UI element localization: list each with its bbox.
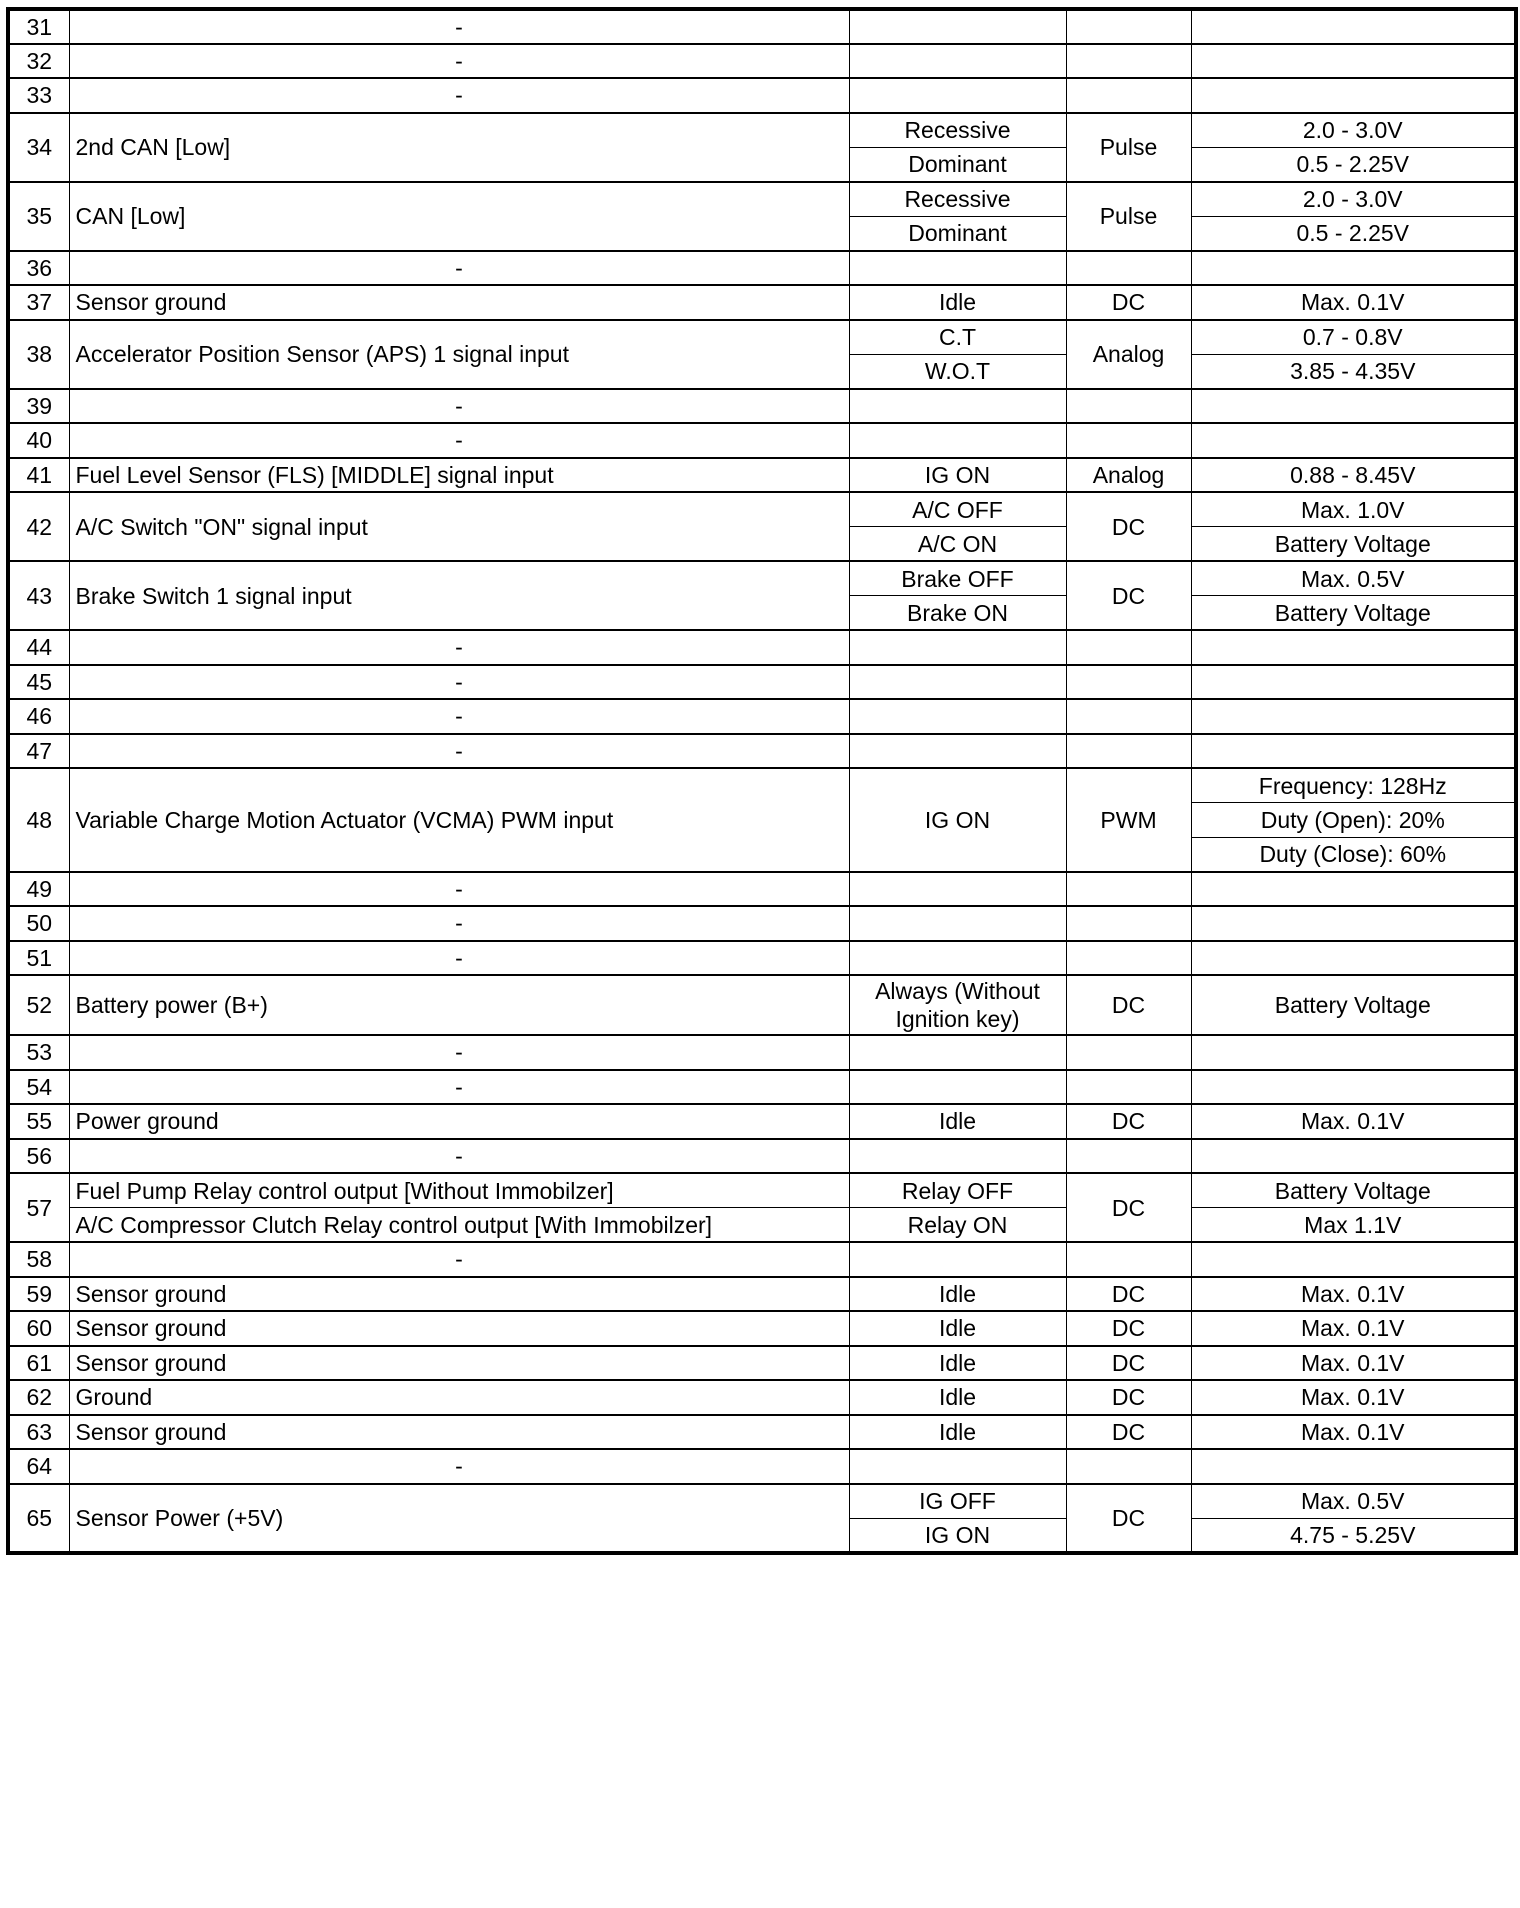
condition-cell: Dominant bbox=[849, 216, 1066, 251]
pin-number: 36 bbox=[8, 251, 69, 286]
table-row bbox=[8, 113, 1516, 148]
pin-number: 45 bbox=[8, 665, 69, 700]
signal-type bbox=[1066, 1449, 1191, 1484]
table-row bbox=[8, 1173, 1516, 1208]
pin-number: 34 bbox=[8, 113, 69, 182]
pin-number: 58 bbox=[8, 1242, 69, 1277]
level-cell: Max. 0.1V bbox=[1191, 1415, 1516, 1450]
pin-number: 63 bbox=[8, 1415, 69, 1450]
pin-description: Power ground bbox=[69, 1104, 849, 1139]
pin-number: 39 bbox=[8, 389, 69, 424]
table-row bbox=[8, 768, 1516, 803]
signal-type: DC bbox=[1066, 1484, 1191, 1553]
condition-cell: Brake OFF bbox=[849, 561, 1066, 596]
condition-cell bbox=[849, 1035, 1066, 1070]
signal-type: Pulse bbox=[1066, 113, 1191, 182]
signal-type bbox=[1066, 941, 1191, 976]
pin-description: - bbox=[69, 734, 849, 769]
table-row bbox=[8, 251, 1516, 286]
pin-description: Sensor Power (+5V) bbox=[69, 1484, 849, 1553]
signal-type: DC bbox=[1066, 285, 1191, 320]
pin-number: 35 bbox=[8, 182, 69, 251]
condition-cell: Recessive bbox=[849, 182, 1066, 217]
level-cell: Battery Voltage bbox=[1191, 527, 1516, 562]
table-row bbox=[8, 1449, 1516, 1484]
pin-description: Sensor ground bbox=[69, 1415, 849, 1450]
condition-cell: C.T bbox=[849, 320, 1066, 355]
pin-number: 47 bbox=[8, 734, 69, 769]
pin-number: 37 bbox=[8, 285, 69, 320]
pin-number: 57 bbox=[8, 1173, 69, 1242]
signal-type bbox=[1066, 423, 1191, 458]
signal-type bbox=[1066, 630, 1191, 665]
condition-cell bbox=[849, 1070, 1066, 1105]
pin-description: - bbox=[69, 699, 849, 734]
condition-cell bbox=[849, 423, 1066, 458]
signal-type bbox=[1066, 906, 1191, 941]
level-cell: 0.88 - 8.45V bbox=[1191, 458, 1516, 493]
level-cell: Max 1.1V bbox=[1191, 1208, 1516, 1243]
signal-type: DC bbox=[1066, 561, 1191, 630]
signal-type bbox=[1066, 251, 1191, 286]
signal-type bbox=[1066, 872, 1191, 907]
level-cell: Battery Voltage bbox=[1191, 975, 1516, 1035]
level-cell bbox=[1191, 941, 1516, 976]
level-cell bbox=[1191, 251, 1516, 286]
table-row bbox=[8, 975, 1516, 1035]
pin-description: - bbox=[69, 906, 849, 941]
pin-description: Fuel Level Sensor (FLS) [MIDDLE] signal input bbox=[69, 458, 849, 493]
level-cell: Max. 0.5V bbox=[1191, 1484, 1516, 1519]
pin-description: - bbox=[69, 9, 849, 44]
pin-number: 49 bbox=[8, 872, 69, 907]
condition-cell bbox=[849, 941, 1066, 976]
level-cell: Max. 0.1V bbox=[1191, 1380, 1516, 1415]
pin-description: Variable Charge Motion Actuator (VCMA) PWM input bbox=[69, 768, 849, 872]
pin-description: - bbox=[69, 423, 849, 458]
table-row bbox=[8, 389, 1516, 424]
table-row bbox=[8, 458, 1516, 493]
table-row bbox=[8, 9, 1516, 44]
table-row bbox=[8, 492, 1516, 527]
pin-number: 54 bbox=[8, 1070, 69, 1105]
level-cell bbox=[1191, 78, 1516, 113]
pin-description: Accelerator Position Sensor (APS) 1 signal input bbox=[69, 320, 849, 389]
table-row bbox=[8, 941, 1516, 976]
pin-description: - bbox=[69, 630, 849, 665]
condition-cell: Idle bbox=[849, 1311, 1066, 1346]
condition-cell bbox=[849, 389, 1066, 424]
pin-number: 41 bbox=[8, 458, 69, 493]
pin-number: 65 bbox=[8, 1484, 69, 1553]
level-cell bbox=[1191, 44, 1516, 79]
signal-type: DC bbox=[1066, 975, 1191, 1035]
condition-cell bbox=[849, 9, 1066, 44]
signal-type bbox=[1066, 9, 1191, 44]
level-cell: Max. 0.1V bbox=[1191, 1277, 1516, 1312]
pin-number: 33 bbox=[8, 78, 69, 113]
condition-cell bbox=[849, 1139, 1066, 1174]
pin-description: Sensor ground bbox=[69, 1346, 849, 1381]
signal-type: DC bbox=[1066, 1311, 1191, 1346]
table-row bbox=[8, 1242, 1516, 1277]
table-row bbox=[8, 1104, 1516, 1139]
table-row bbox=[8, 734, 1516, 769]
pin-description: Sensor ground bbox=[69, 285, 849, 320]
signal-type: DC bbox=[1066, 1173, 1191, 1242]
pin-number: 55 bbox=[8, 1104, 69, 1139]
condition-cell: IG ON bbox=[849, 458, 1066, 493]
condition-cell: Idle bbox=[849, 1277, 1066, 1312]
pin-description: - bbox=[69, 1035, 849, 1070]
condition-cell: Relay OFF bbox=[849, 1173, 1066, 1208]
condition-cell: A/C OFF bbox=[849, 492, 1066, 527]
pin-number: 42 bbox=[8, 492, 69, 561]
condition-cell bbox=[849, 872, 1066, 907]
level-cell bbox=[1191, 9, 1516, 44]
pin-description: Sensor ground bbox=[69, 1311, 849, 1346]
pin-number: 51 bbox=[8, 941, 69, 976]
pin-number: 31 bbox=[8, 9, 69, 44]
condition-cell: W.O.T bbox=[849, 354, 1066, 389]
level-cell: Max. 0.1V bbox=[1191, 1311, 1516, 1346]
condition-cell: Idle bbox=[849, 1415, 1066, 1450]
signal-type bbox=[1066, 665, 1191, 700]
pin-description: Brake Switch 1 signal input bbox=[69, 561, 849, 630]
level-cell bbox=[1191, 630, 1516, 665]
table-row bbox=[8, 423, 1516, 458]
level-cell: Duty (Close): 60% bbox=[1191, 837, 1516, 872]
signal-type bbox=[1066, 389, 1191, 424]
table-row bbox=[8, 78, 1516, 113]
pin-number: 40 bbox=[8, 423, 69, 458]
pin-number: 59 bbox=[8, 1277, 69, 1312]
level-cell: 4.75 - 5.25V bbox=[1191, 1518, 1516, 1553]
pin-description: A/C Compressor Clutch Relay control output [With Immobilzer] bbox=[69, 1208, 849, 1243]
condition-cell bbox=[849, 699, 1066, 734]
condition-cell: Dominant bbox=[849, 147, 1066, 182]
condition-cell bbox=[849, 78, 1066, 113]
pin-description: - bbox=[69, 389, 849, 424]
level-cell: Max. 0.1V bbox=[1191, 285, 1516, 320]
table-row bbox=[8, 906, 1516, 941]
signal-type bbox=[1066, 1242, 1191, 1277]
signal-type bbox=[1066, 78, 1191, 113]
signal-type: DC bbox=[1066, 1415, 1191, 1450]
level-cell bbox=[1191, 423, 1516, 458]
signal-type bbox=[1066, 1070, 1191, 1105]
table-row bbox=[8, 1277, 1516, 1312]
condition-cell: Recessive bbox=[849, 113, 1066, 148]
level-cell bbox=[1191, 1449, 1516, 1484]
table-row bbox=[8, 1380, 1516, 1415]
condition-cell: Idle bbox=[849, 1104, 1066, 1139]
signal-type bbox=[1066, 699, 1191, 734]
pin-description: Fuel Pump Relay control output [Without Immobilzer] bbox=[69, 1173, 849, 1208]
pin-number: 43 bbox=[8, 561, 69, 630]
level-cell bbox=[1191, 872, 1516, 907]
pin-description: - bbox=[69, 872, 849, 907]
level-cell bbox=[1191, 734, 1516, 769]
level-cell bbox=[1191, 665, 1516, 700]
pin-description: - bbox=[69, 1139, 849, 1174]
level-cell bbox=[1191, 906, 1516, 941]
table-row bbox=[8, 44, 1516, 79]
pin-number: 56 bbox=[8, 1139, 69, 1174]
table-subrow bbox=[8, 1208, 1516, 1243]
condition-cell: Idle bbox=[849, 1380, 1066, 1415]
condition-cell bbox=[849, 1449, 1066, 1484]
signal-type: DC bbox=[1066, 1380, 1191, 1415]
pin-number: 60 bbox=[8, 1311, 69, 1346]
pin-number: 44 bbox=[8, 630, 69, 665]
level-cell bbox=[1191, 389, 1516, 424]
pin-description: Battery power (B+) bbox=[69, 975, 849, 1035]
condition-cell: A/C ON bbox=[849, 527, 1066, 562]
condition-cell: IG ON bbox=[849, 768, 1066, 872]
signal-type: DC bbox=[1066, 1104, 1191, 1139]
pin-description: - bbox=[69, 1449, 849, 1484]
signal-type: DC bbox=[1066, 1346, 1191, 1381]
level-cell: Max. 0.5V bbox=[1191, 561, 1516, 596]
pin-number: 32 bbox=[8, 44, 69, 79]
table-row bbox=[8, 561, 1516, 596]
signal-type: Pulse bbox=[1066, 182, 1191, 251]
pin-number: 64 bbox=[8, 1449, 69, 1484]
level-cell: Max. 0.1V bbox=[1191, 1104, 1516, 1139]
level-cell bbox=[1191, 1139, 1516, 1174]
signal-type: Analog bbox=[1066, 320, 1191, 389]
pin-number: 38 bbox=[8, 320, 69, 389]
level-cell: Battery Voltage bbox=[1191, 1173, 1516, 1208]
pin-number: 62 bbox=[8, 1380, 69, 1415]
level-cell: Frequency: 128Hz bbox=[1191, 768, 1516, 803]
level-cell: 3.85 - 4.35V bbox=[1191, 354, 1516, 389]
table-row bbox=[8, 665, 1516, 700]
signal-type: PWM bbox=[1066, 768, 1191, 872]
table-row bbox=[8, 1484, 1516, 1519]
condition-cell bbox=[849, 734, 1066, 769]
condition-cell bbox=[849, 906, 1066, 941]
level-cell: 0.5 - 2.25V bbox=[1191, 147, 1516, 182]
condition-cell: IG OFF bbox=[849, 1484, 1066, 1519]
condition-cell: Always (Without Ignition key) bbox=[849, 975, 1066, 1035]
pin-number: 48 bbox=[8, 768, 69, 872]
condition-cell: Idle bbox=[849, 1346, 1066, 1381]
signal-type: DC bbox=[1066, 492, 1191, 561]
table-row bbox=[8, 182, 1516, 217]
condition-cell: IG ON bbox=[849, 1518, 1066, 1553]
pin-number: 61 bbox=[8, 1346, 69, 1381]
table-row bbox=[8, 699, 1516, 734]
signal-type bbox=[1066, 44, 1191, 79]
pin-table-container bbox=[6, 7, 1518, 1555]
table-row bbox=[8, 1139, 1516, 1174]
level-cell bbox=[1191, 1242, 1516, 1277]
condition-cell bbox=[849, 630, 1066, 665]
condition-cell bbox=[849, 665, 1066, 700]
level-cell: Duty (Open): 20% bbox=[1191, 803, 1516, 838]
pin-description: - bbox=[69, 251, 849, 286]
level-cell: 2.0 - 3.0V bbox=[1191, 113, 1516, 148]
condition-cell bbox=[849, 44, 1066, 79]
table-row bbox=[8, 630, 1516, 665]
signal-type bbox=[1066, 734, 1191, 769]
pin-description: Ground bbox=[69, 1380, 849, 1415]
level-cell bbox=[1191, 1035, 1516, 1070]
pin-description: - bbox=[69, 78, 849, 113]
pin-description: CAN [Low] bbox=[69, 182, 849, 251]
pin-description: - bbox=[69, 1070, 849, 1105]
condition-cell: Idle bbox=[849, 285, 1066, 320]
level-cell: 2.0 - 3.0V bbox=[1191, 182, 1516, 217]
pin-number: 52 bbox=[8, 975, 69, 1035]
level-cell: Max. 1.0V bbox=[1191, 492, 1516, 527]
table-row bbox=[8, 320, 1516, 355]
pin-description: 2nd CAN [Low] bbox=[69, 113, 849, 182]
table-row bbox=[8, 1311, 1516, 1346]
ecm-terminal-table bbox=[6, 7, 1518, 1555]
pin-description: - bbox=[69, 44, 849, 79]
pin-description: - bbox=[69, 941, 849, 976]
pin-description: - bbox=[69, 1242, 849, 1277]
pin-number: 53 bbox=[8, 1035, 69, 1070]
table-row bbox=[8, 1070, 1516, 1105]
table-row bbox=[8, 1035, 1516, 1070]
table-row bbox=[8, 872, 1516, 907]
table-row bbox=[8, 1415, 1516, 1450]
condition-cell: Brake ON bbox=[849, 596, 1066, 631]
level-cell: Battery Voltage bbox=[1191, 596, 1516, 631]
condition-cell bbox=[849, 1242, 1066, 1277]
level-cell bbox=[1191, 699, 1516, 734]
signal-type: DC bbox=[1066, 1277, 1191, 1312]
table-row bbox=[8, 1346, 1516, 1381]
signal-type: Analog bbox=[1066, 458, 1191, 493]
condition-cell bbox=[849, 251, 1066, 286]
pin-description: Sensor ground bbox=[69, 1277, 849, 1312]
level-cell: Max. 0.1V bbox=[1191, 1346, 1516, 1381]
pin-description: - bbox=[69, 665, 849, 700]
table-row bbox=[8, 285, 1516, 320]
level-cell: 0.7 - 0.8V bbox=[1191, 320, 1516, 355]
level-cell bbox=[1191, 1070, 1516, 1105]
condition-cell: Relay ON bbox=[849, 1208, 1066, 1243]
signal-type bbox=[1066, 1035, 1191, 1070]
pin-description: A/C Switch "ON" signal input bbox=[69, 492, 849, 561]
pin-number: 46 bbox=[8, 699, 69, 734]
pin-number: 50 bbox=[8, 906, 69, 941]
signal-type bbox=[1066, 1139, 1191, 1174]
level-cell: 0.5 - 2.25V bbox=[1191, 216, 1516, 251]
